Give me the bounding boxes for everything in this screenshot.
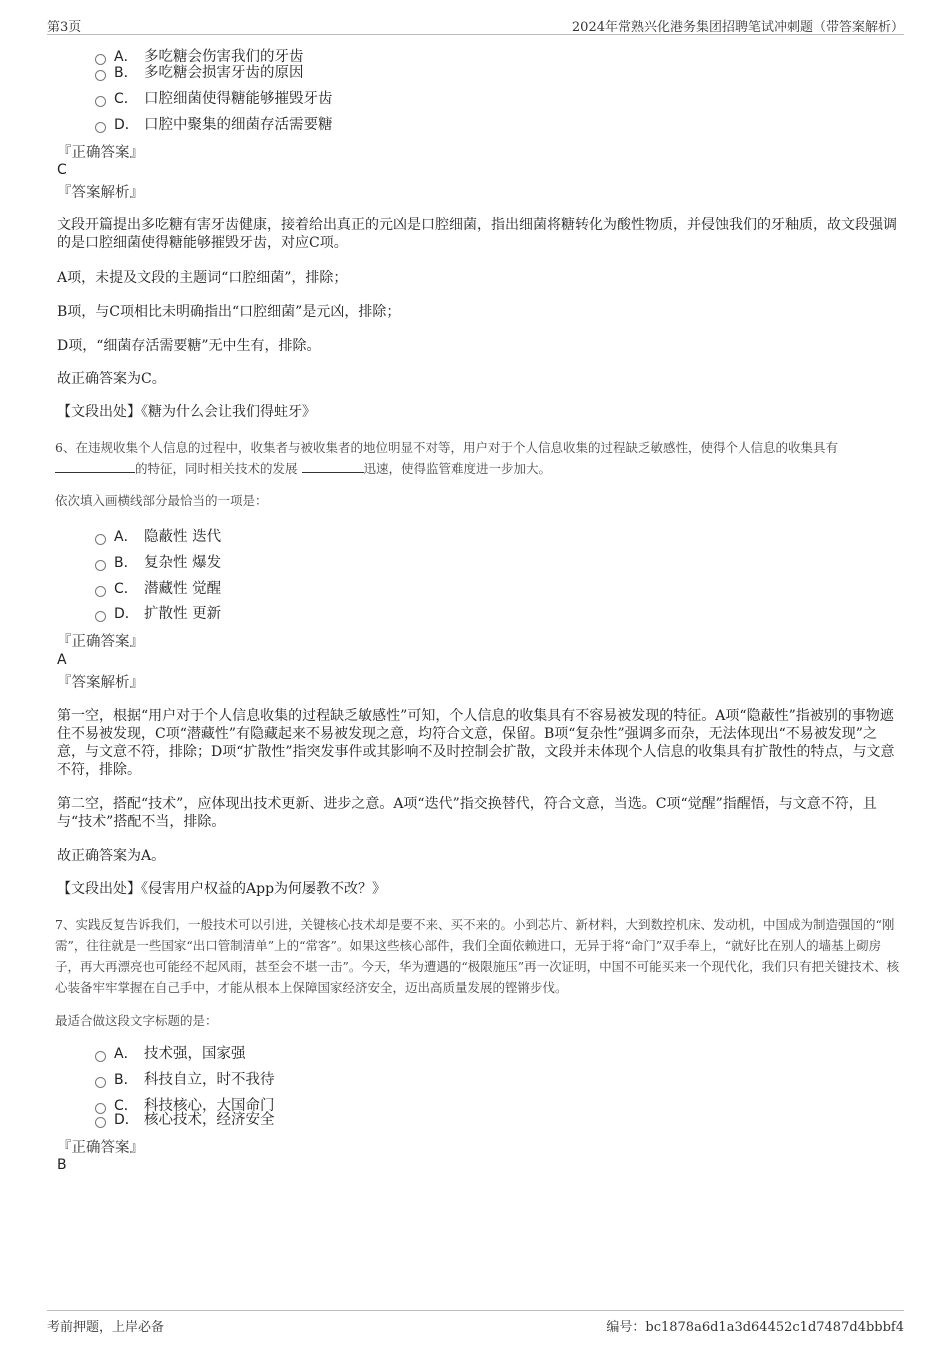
- q7-stem: 7、实践反复告诉我们，一般技术可以引进，关键核心技术却是要不来、买不来的。小到芯片、新材料，大到数控机床、发动机，中国成为制造强国的“刚需”，往往就是一些国家“出口管制清单”上的“常客”。如果这些核心部件，我们全面依赖进口，无异于将“命门”双手奉上，“就好比在别人的墙基上砌房子，再大再漂亮也可能经不起风雨，甚至会不堪一击”。今天，华为遭遇的“极限施压”再一次证明，中国不可能买来一个现代化，我们只有把关键技术、核心装备牢牢掌握在自己手中，才能从根本上保障国家经济安全，迈出高质量发展的铿锵步伐。: [55, 917, 900, 995]
- q5-analysis-paragraph: 文段开篇提出多吃糖有害牙齿健康，接着给出真正的元凶是口腔细菌，指出细菌将糖转化为酸性物质，并侵蚀我们的牙釉质，故文段强调的是口腔细菌使得糖能够摧毁牙齿，对应C项。: [57, 217, 897, 251]
- page-footer: [47, 1310, 904, 1337]
- radio-icon[interactable]: [95, 534, 106, 545]
- q7-option-c[interactable]: C． 科技核心，大国命门: [95, 1097, 275, 1115]
- q6-option-b[interactable]: B． 复杂性 爆发: [95, 554, 221, 572]
- q7-option-d[interactable]: D． 核心技术，经济安全: [95, 1111, 275, 1129]
- q7-prompt: 最适合做这段文字标题的是：: [55, 1013, 218, 1028]
- fill-blank: [302, 460, 364, 473]
- q6-stem: 6、在违规收集个人信息的过程中，收集者与被收集者的地位明显不对等，用户对于个人信息收集的过程缺乏敏感性，使得个人信息的收集具有 的特征，同时相关技术的发展 迅速，使得监管难度进一步加大。: [55, 440, 838, 476]
- q6-analysis-paragraph: 第一空，根据“用户对于个人信息收集的过程缺乏敏感性”可知，个人信息的收集具有不容易被发现的特征。A项“隐蔽性”指被别的事物遮住不易被发现，C项“潜藏性”有隐藏起来不易被发现之意，均符合文意，保留。B项“复杂性”强调多而杂，无法体现出“不易被发现”之意，与文意不符，排除；D项“扩散性”指突发事件或其影响不及时控制会扩散，文段并未体现个人信息的收集具有扩散性的特点，与文意不符，排除。: [57, 708, 895, 778]
- q5-option-b[interactable]: B． 多吃糖会损害牙齿的原因: [95, 64, 304, 82]
- fill-blank: [55, 460, 135, 473]
- q6-prompt: 依次填入画横线部分最恰当的一项是：: [55, 493, 268, 508]
- q6-source: 【文段出处】《侵害用户权益的App为何屡教不改？》: [57, 881, 387, 897]
- q6-option-d[interactable]: D． 扩散性 更新: [95, 605, 221, 623]
- q6-option-a[interactable]: A． 隐蔽性 迭代: [95, 528, 221, 546]
- radio-icon[interactable]: [95, 611, 106, 622]
- footer-slogan: 考前押题，上岸必备: [47, 1320, 165, 1335]
- radio-icon[interactable]: [95, 54, 106, 65]
- q5-analysis-paragraph: A项，未提及文段的主题词“口腔细菌”，排除；: [57, 270, 348, 286]
- radio-icon[interactable]: [95, 1077, 106, 1088]
- page-number: 第3页: [47, 20, 82, 35]
- q6-answer: A: [57, 652, 67, 668]
- q5-option-d[interactable]: D． 口腔中聚集的细菌存活需要糖: [95, 116, 333, 134]
- radio-icon[interactable]: [95, 122, 106, 133]
- q7-answer-label: 『正确答案』: [57, 1140, 144, 1156]
- q5-option-c[interactable]: C． 口腔细菌使得糖能够摧毁牙齿: [95, 90, 333, 108]
- q5-analysis-label: 『答案解析』: [57, 185, 144, 201]
- q7-option-b[interactable]: B． 科技自立，时不我待: [95, 1071, 275, 1089]
- q7-option-a[interactable]: A． 技术强，国家强: [95, 1045, 246, 1063]
- q6-answer-label: 『正确答案』: [57, 634, 144, 650]
- radio-icon[interactable]: [95, 70, 106, 81]
- q5-answer: C: [57, 162, 67, 178]
- radio-icon[interactable]: [95, 560, 106, 571]
- q6-analysis-label: 『答案解析』: [57, 675, 144, 691]
- q5-answer-label: 『正确答案』: [57, 145, 144, 161]
- radio-icon[interactable]: [95, 586, 106, 597]
- q5-analysis-paragraph: 故正确答案为C。: [57, 371, 166, 387]
- radio-icon[interactable]: [95, 1051, 106, 1062]
- q6-analysis-paragraph: 第二空，搭配“技术”，应体现出技术更新、进步之意。A项“迭代”指交换替代，符合文意，当选。C项“觉醒”指醒悟，与文意不符，且与“技术”搭配不当，排除。: [57, 796, 877, 830]
- q5-option-a[interactable]: A． 多吃糖会伤害我们的牙齿: [95, 48, 304, 66]
- q6-option-c[interactable]: C． 潜藏性 觉醒: [95, 580, 221, 598]
- radio-icon[interactable]: [95, 1117, 106, 1128]
- q5-analysis-paragraph: D项，“细菌存活需要糖”无中生有，排除。: [57, 338, 321, 354]
- radio-icon[interactable]: [95, 96, 106, 107]
- q6-analysis-paragraph: 故正确答案为A。: [57, 848, 166, 864]
- q5-source: 【文段出处】《糖为什么会让我们得蛀牙》: [57, 404, 316, 420]
- page-header: [47, 14, 904, 35]
- document-code: 编号：bc1878a6d1a3d64452c1d7487d4bbbf4: [606, 1320, 904, 1335]
- document-title: 2024年常熟兴化港务集团招聘笔试冲刺题（带答案解析）: [571, 20, 904, 35]
- q5-analysis-paragraph: B项，与C项相比未明确指出“口腔细菌”是元凶，排除；: [57, 304, 401, 320]
- q7-answer: B: [57, 1157, 67, 1173]
